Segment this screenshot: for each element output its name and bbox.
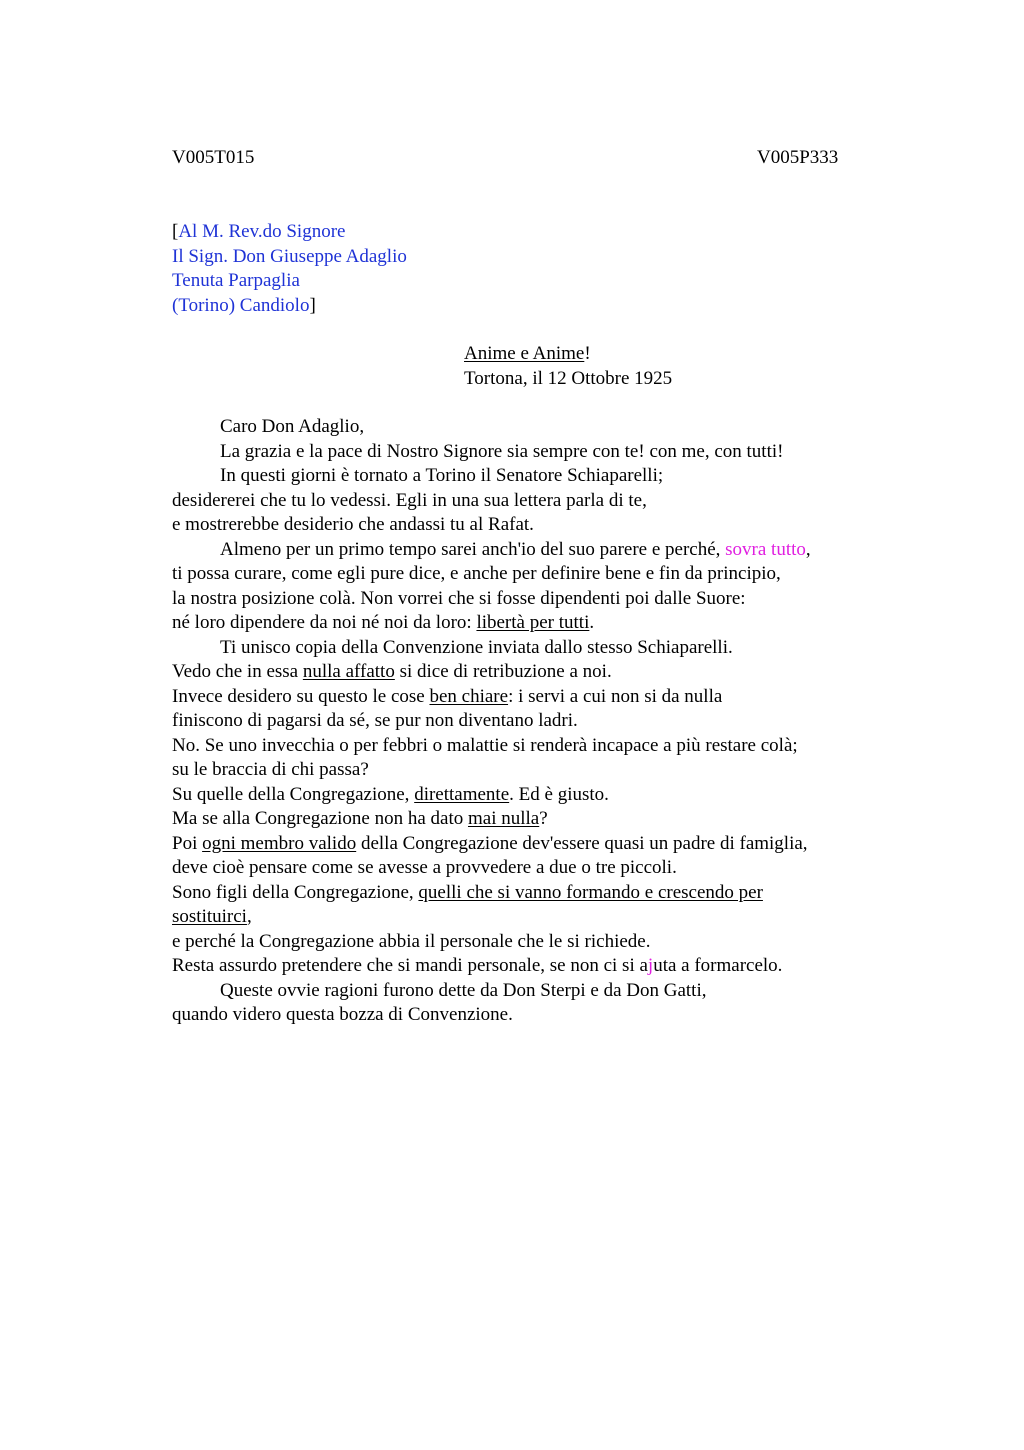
underlined-text: ben chiare [429,685,509,707]
body-line: In questi giorni è tornato a Torino il Senatore Schiaparelli; [220,465,664,486]
letter-body [172,415,872,1028]
body-text-segment: . Ed è giusto. [509,783,609,805]
place-date: Tortona, il 12 Ottobre 1925 [464,367,673,389]
body-text-segment: , [246,906,252,927]
body-line [172,954,872,979]
address-close-bracket: ] [309,294,316,316]
body-line: Ti unisco copia della Convenzione inviata dallo stesso Schiaparelli. [220,636,733,658]
body-text-segment: : i servi a cui non si da nulla [508,685,723,707]
body-text-segment: Poi [172,832,203,854]
body-line [172,905,872,930]
body-text-segment: Vedo che in essa [172,661,303,682]
body-text-segment: Almeno per un primo tempo sarei anch'io del suo parere e perché, [220,538,726,560]
body-line: ti possa curare, come egli pure dice, e anche per definire bene e fin da principio, [172,563,781,584]
body-line [172,783,872,808]
motto: Anime e Anime [464,343,585,364]
underlined-text: nulla affatto [302,661,395,682]
underlined-text: mai nulla [467,808,540,829]
body-line [172,660,872,685]
body-text-segment: Invece desidero su questo le cose [172,685,430,707]
body-text-segment: uta a formarcelo. [653,955,783,976]
underlined-text: libertà per tutti [476,612,590,633]
address-recipient-title: Al M. Rev.do Signore [178,221,346,242]
body-line [172,538,872,563]
salutation: Caro Don Adaglio, [220,416,365,437]
underlined-text: sostituirci [172,906,247,927]
body-text-segment: ? [539,808,548,829]
body-text-segment: Ma se alla Congregazione non ha dato [172,808,468,829]
body-line: su le braccia di chi passa? [172,759,369,780]
motto-punct: ! [584,343,591,364]
body-line: la nostra posizione colà. Non vorrei che si fosse dipendenti poi dalle Suore: [172,587,746,609]
body-text-segment: della Congregazione dev'essere quasi un padre di famiglia, [356,832,808,854]
letter-heading [464,342,672,391]
address-recipient-name: Il Sign. Don Giuseppe Adaglio [172,245,407,267]
body-text-segment: Resta assurdo pretendere che si mandi personale, se non ci si a [172,955,648,976]
body-line [172,881,872,906]
document-code-left: V005T015 [172,147,255,168]
body-line: deve cioè pensare come se avesse a provvedere a due o tre piccoli. [172,857,677,878]
underlined-text: ogni membro valido [202,832,357,854]
body-text-segment: Su quelle della Congregazione, [172,783,415,805]
body-line: e mostrerebbe desiderio che andassi tu al Rafat. [172,514,534,535]
highlighted-text: sovra tutto [725,538,806,560]
body-text-segment: né loro dipendere da noi né noi da loro: [172,612,477,633]
body-line: desidererei che tu lo vedessi. Egli in una sua lettera parla di te, [172,489,647,511]
document-code-right: V005P333 [757,147,839,168]
address-block [172,220,407,318]
underlined-text: direttamente [414,783,510,805]
body-text-segment: . [589,612,595,633]
body-line: quando videro questa bozza di Convenzione. [172,1004,513,1025]
body-line: Queste ovvie ragioni furono dette da Don Sterpi e da Don Gatti, [220,979,707,1001]
underlined-text: quelli che si vanno formando e crescendo per [418,881,763,903]
body-line: e perché la Congregazione abbia il personale che le si richiede. [172,930,651,952]
body-line [172,611,872,636]
body-line: La grazia e la pace di Nostro Signore sia sempre con te! con me, con tutti! [220,440,784,462]
body-line: No. Se uno invecchia o per febbri o malattie si renderà incapace a più restare colà; [172,734,798,756]
body-line [172,685,872,710]
address-open-bracket: [ [172,221,179,242]
address-line-1 [172,220,407,245]
body-text-segment: Sono figli della Congregazione, [172,881,419,903]
body-text-segment: , [805,538,811,560]
highlighted-text: j [647,955,654,976]
address-line-4 [172,294,407,319]
body-line: finiscono di pagarsi da sé, se pur non diventano ladri. [172,710,578,731]
body-line [172,832,872,857]
motto-line [464,342,672,367]
address-city: (Torino) Candiolo [172,294,310,316]
address-estate: Tenuta Parpaglia [172,270,300,291]
body-line [172,807,872,832]
body-text-segment: si dice di retribuzione a noi. [394,661,612,682]
